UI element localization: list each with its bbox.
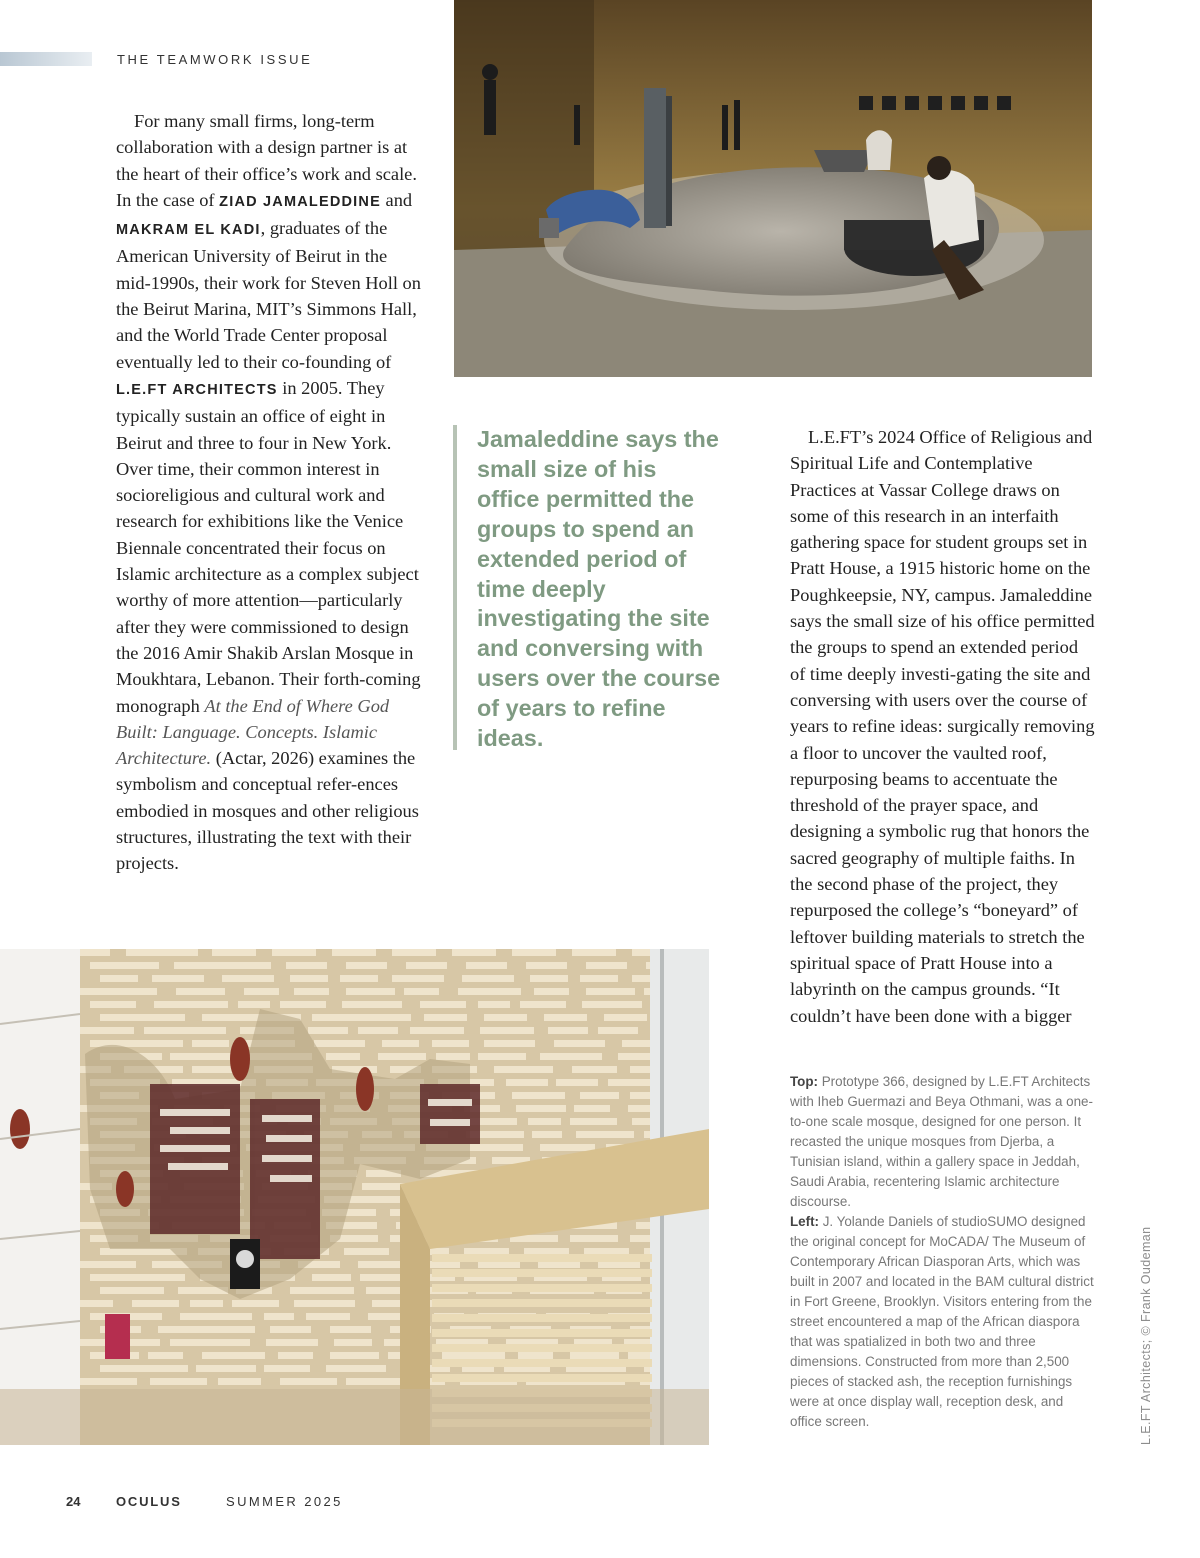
wood-slat: [452, 949, 496, 956]
book-title: At the End of Where God Built: Language. Concepts. Islamic Architecture.: [116, 695, 390, 769]
wood-slat: [540, 1053, 602, 1060]
wood-slat: [484, 1040, 535, 1047]
wood-slat: [436, 1053, 470, 1060]
wood-slat: [526, 962, 567, 969]
wood-slat: [330, 1326, 371, 1333]
wood-slat: [586, 988, 635, 995]
wood-slat: [334, 1339, 372, 1346]
wood-slat: [580, 1092, 619, 1099]
wood-slat: [148, 1352, 183, 1359]
caption-top-text: Prototype 366, designed by L.E.FT Architects with Iheb Guermazi and Beya Othmani, was a one-to-one scale mosque, designed for one person. It recasted the unique mosques from Djerba, a Tunisian island, within a gallery space in Jeddah, Saudi Arabia, recentering Islamic architecture discourse.: [790, 1074, 1093, 1209]
wood-slat: [580, 975, 618, 982]
wood-slat: [100, 1365, 188, 1372]
wood-slat: [100, 1014, 185, 1021]
wood-slat: [286, 962, 327, 969]
wood-slat: [192, 1040, 229, 1047]
wood-slat: [520, 1001, 566, 1008]
wood-slat: [622, 1040, 650, 1047]
wood-slat: [570, 1235, 618, 1242]
desk-slat: [432, 1269, 652, 1277]
wood-slat: [524, 1248, 569, 1255]
wood-slat: [570, 1352, 619, 1359]
wood-slat: [358, 1027, 398, 1034]
wood-slat: [330, 1352, 379, 1359]
wood-slat: [512, 1092, 565, 1099]
wood-slat: [218, 1378, 261, 1385]
caption-top-label: Top:: [790, 1074, 819, 1089]
wood-slat: [170, 1053, 232, 1060]
name-ziad-jamaleddine: ZIAD JAMALEDDINE: [219, 193, 381, 210]
wood-slat: [630, 1066, 650, 1073]
desk-slat: [432, 1344, 652, 1352]
wood-slat: [290, 1287, 354, 1294]
wood-slat: [170, 1339, 250, 1346]
wood-slat: [646, 962, 650, 969]
magazine-name: OCULUS: [116, 1494, 182, 1509]
article-column-left: [116, 108, 421, 877]
wood-slat: [80, 1300, 113, 1307]
wood-slat: [100, 1287, 164, 1294]
wood-slat: [344, 1248, 389, 1255]
wood-slat: [506, 1079, 548, 1086]
desk-slat: [432, 1359, 652, 1367]
wood-slat: [264, 1365, 310, 1372]
intro-text-b: and: [380, 189, 413, 210]
wood-slat: [632, 1118, 650, 1125]
article-column-right: [790, 424, 1095, 1029]
wood-slat: [332, 949, 376, 956]
photo-prototype-366: [454, 0, 1092, 377]
wood-slat: [340, 975, 378, 982]
caption-left-label: Left:: [790, 1214, 820, 1229]
section-label: THE TEAMWORK ISSUE: [117, 52, 313, 67]
wood-slat: [358, 1261, 400, 1268]
wood-slat: [312, 1014, 411, 1021]
intro-text-c: , graduates of the American University of Beirut in the mid-1990s, their work for Steven Holl on the Beirut Marina, MIT’s Simmons Hall, and the World Trade Center proposal eventually led to their co-founding of: [116, 218, 421, 372]
wood-slat: [584, 1248, 629, 1255]
desk-slat: [432, 1284, 652, 1292]
wood-slat: [574, 1105, 610, 1112]
wood-slat: [644, 1248, 650, 1255]
wood-slat: [528, 1118, 561, 1125]
wood-slat: [494, 1066, 553, 1073]
name-left-architects: L.E.FT ARCHITECTS: [116, 381, 278, 398]
wood-slat: [484, 1014, 527, 1021]
wood-slat: [346, 988, 395, 995]
photo-credit: L.E.FT Architects; © Frank Oudeman: [1139, 1226, 1153, 1445]
wood-slat: [90, 962, 159, 969]
wood-slat: [196, 1365, 256, 1372]
wood-slat: [548, 1027, 588, 1034]
wood-slat: [518, 1352, 553, 1359]
wood-slat: [466, 962, 507, 969]
wood-slat: [266, 1339, 318, 1346]
desk-slat: [432, 1329, 652, 1337]
desk-slat: [432, 1374, 652, 1382]
desk-slat: [432, 1254, 652, 1262]
wood-slat: [180, 1313, 252, 1320]
wood-slat: [278, 1352, 313, 1359]
wood-slat: [598, 1261, 640, 1268]
wood-slat: [458, 988, 521, 995]
wood-slat: [392, 949, 436, 956]
wood-slat: [554, 1040, 605, 1047]
wood-slat: [176, 988, 225, 995]
wood-slat: [644, 1131, 650, 1138]
wood-slat: [572, 949, 616, 956]
wood-slat: [150, 1378, 207, 1385]
wood-slat: [366, 1287, 402, 1294]
wood-slat: [312, 1274, 351, 1281]
wood-slat: [392, 975, 444, 982]
wood-slat: [294, 1300, 355, 1307]
issue-date: SUMMER 2025: [226, 1494, 343, 1509]
wood-slat: [80, 1378, 137, 1385]
wood-slat: [152, 975, 204, 982]
wood-slat: [244, 988, 279, 995]
wood-slat: [270, 1326, 311, 1333]
wood-slat: [212, 949, 256, 956]
intro-text-a: For many small firms, long-term collaboration with a design partner is at the heart of their office’s work and scale. In the case of: [116, 111, 417, 210]
wood-slat: [202, 1352, 265, 1359]
wood-slat: [420, 1001, 466, 1008]
wood-slat: [290, 975, 328, 982]
wood-slat: [406, 962, 447, 969]
wood-slat: [576, 1131, 634, 1138]
wood-slat: [378, 1053, 426, 1060]
header-accent-bar: [0, 52, 92, 66]
wood-slat: [598, 1027, 638, 1034]
paragraph-intro: [116, 108, 421, 877]
wood-slat: [480, 1027, 534, 1034]
wood-slat: [264, 1313, 294, 1320]
wood-slat: [632, 949, 650, 956]
wood-slat: [478, 1053, 526, 1060]
wood-slat: [538, 1261, 580, 1268]
wood-slat: [238, 1001, 270, 1008]
wood-slat: [272, 949, 316, 956]
wood-slat: [190, 1300, 223, 1307]
wood-slat: [530, 975, 568, 982]
wood-slat: [556, 1079, 598, 1086]
photo-mocada-reception: [0, 949, 709, 1445]
wood-slat: [628, 1105, 650, 1112]
wood-slat: [326, 1365, 386, 1372]
wood-slat: [604, 1014, 647, 1021]
wood-slat: [294, 988, 329, 995]
intro-text-d: in 2005. They typically sustain an office of eight in Beirut and three to four in New York. Over time, their common interest in socioreligious and cultural work and research for exhibitions like the Venice Biennale concentrated their focus on Islamic architecture as a complex subject worthy of more attention—particularly after they were commissioned to design the 2016 Amir Shakib Arslan Mosque in Moukhtara, Lebanon. Their forth-coming monograph: [116, 377, 421, 716]
wood-slat: [132, 1300, 179, 1307]
wood-slat: [442, 1352, 505, 1359]
wood-slat: [404, 988, 439, 995]
wood-slat: [516, 1105, 566, 1112]
wood-slat: [126, 949, 198, 956]
wood-slat: [462, 975, 514, 982]
wood-slat: [636, 1222, 650, 1229]
intro-text-e: (Actar, 2026) examines the symbolism and conceptual refer-ences embodied in mosques and other religious structures, illustrating the text with their projects.: [116, 748, 419, 874]
wood-slat: [630, 1235, 650, 1242]
wood-slat: [464, 1248, 509, 1255]
wood-slat: [632, 975, 650, 982]
wood-slat: [342, 1001, 402, 1008]
wood-slat: [512, 949, 556, 956]
wood-slat: [346, 1378, 445, 1385]
name-makram-el-kadi: MAKRAM EL KADI: [116, 222, 261, 239]
desk-slat: [432, 1299, 652, 1307]
wood-slat: [582, 1001, 642, 1008]
wood-slat: [174, 962, 271, 969]
wood-slat: [478, 1261, 520, 1268]
wood-slat: [534, 988, 569, 995]
caption-left-text: J. Yolande Daniels of studioSUMO designed the original concept for MoCADA/ The Museum of Contemporary African Diasporan Arts, which was built in 2007 and located in the BAM cultural district in Fort Greene, Brooklyn. Visitors entering from the street encountered a map of the African diaspora that was spatialized in both two and three dimensions. Constructed from more than 2,500 pieces of stacked ash, the reception furnishings were at once display wall, reception desk, and office screen.: [790, 1214, 1094, 1429]
wood-slat: [644, 988, 650, 995]
paragraph-vassar: L.E.FT’s 2024 Office of Religious and Spiritual Life and Contemplative Practices at Vassar College draws on some of this research in an interfaith gathering space for student groups set in Pratt House, a 1915 historic home on the Poughkeepsie, NY, campus. Jamaleddine says the small size of his office permitted the groups to spend an extended period of time deeply investi-gating the site and conversing with users over the course of years to refine ideas: surgically removing a floor to uncover the vaulted roof, repurposing beams to accentuate the threshold of the prayer space, and designing a symbolic rug that honors the sacred geography of multiple faiths. In the second phase of the project, they repurposed the college’s “boneyard” of leftover building materials to stretch the spiritual space of Pratt House into a labyrinth on the campus grounds. “It couldn’t have been done with a bigger: [790, 427, 1095, 1026]
wood-slat: [382, 1040, 419, 1047]
wood-slat: [540, 1144, 595, 1151]
wood-slat: [424, 1014, 467, 1021]
wood-slat: [280, 1378, 337, 1385]
wood-slat: [80, 1261, 136, 1268]
wood-slat: [432, 1040, 469, 1047]
wood-slat: [80, 1027, 134, 1034]
wood-slat: [572, 1066, 617, 1073]
wood-slat: [570, 1118, 617, 1125]
wood-slat: [90, 1001, 136, 1008]
wood-slat: [100, 975, 138, 982]
wood-slat: [80, 949, 110, 956]
wood-slat: [628, 1352, 650, 1359]
wood-slat: [410, 1027, 464, 1034]
wood-slat: [608, 1079, 650, 1086]
wood-slat: [154, 1001, 228, 1008]
wood-slat: [308, 1027, 348, 1034]
wood-slat: [222, 975, 274, 982]
wood-slat: [326, 1053, 360, 1060]
wood-slat: [90, 1274, 185, 1281]
desk-slat: [432, 1314, 652, 1322]
wood-slat: [158, 1326, 255, 1333]
pull-quote-text: Jamaleddine says the small size of his office permitted the groups to spend an extended period of time deeply investigating the site and conversing with users over the course of years to refine ideas.: [477, 426, 721, 752]
wood-slat: [618, 1053, 650, 1060]
wood-slat: [478, 1001, 510, 1008]
wood-slat: [80, 988, 157, 995]
wood-slat: [144, 1027, 226, 1034]
wood-slat: [232, 1300, 279, 1307]
wood-slat: [532, 1131, 562, 1138]
wood-slat: [630, 1092, 650, 1099]
pull-quote: [453, 425, 723, 750]
page-number: 24: [66, 1494, 81, 1509]
wood-slat: [280, 1001, 326, 1008]
wood-slat: [346, 962, 387, 969]
wood-slat: [586, 962, 627, 969]
wood-slat: [544, 1014, 587, 1021]
photo-caption: [790, 1072, 1095, 1432]
wood-slat: [192, 1066, 237, 1073]
wood-slat: [306, 1313, 350, 1320]
wood-slat: [314, 1040, 365, 1047]
